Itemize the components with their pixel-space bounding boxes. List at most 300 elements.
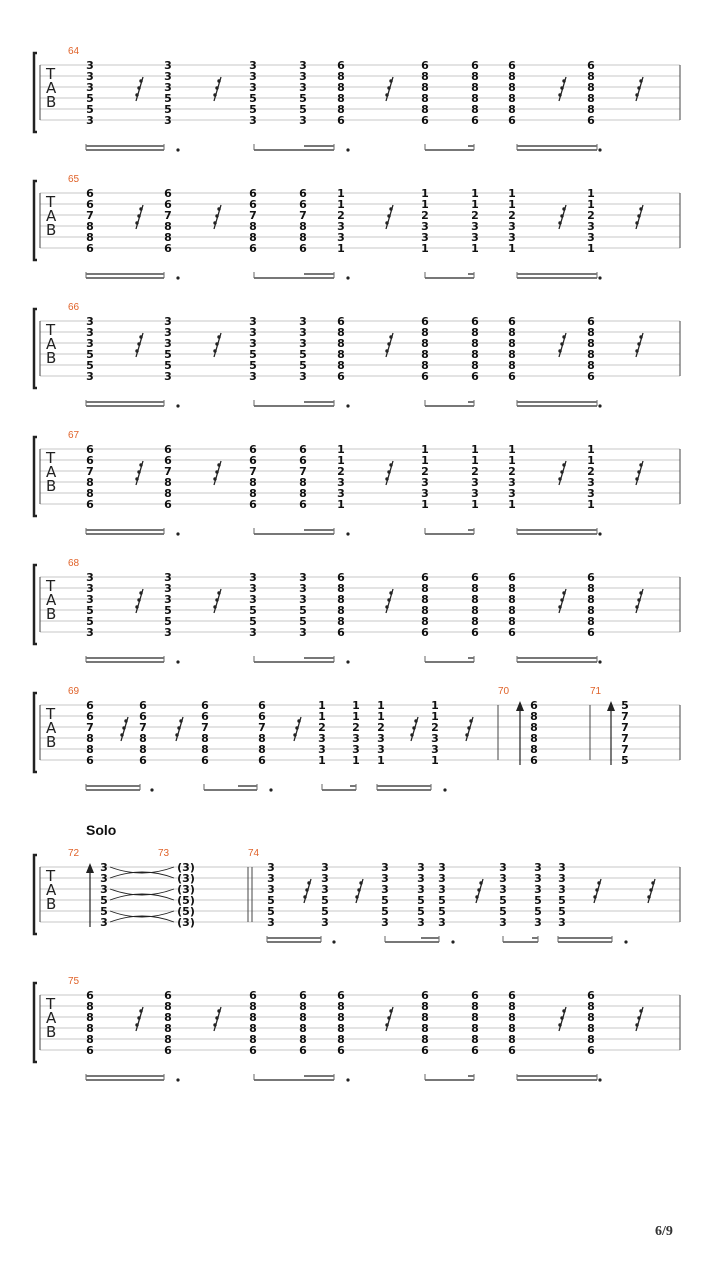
measure-number: 67 (68, 430, 80, 441)
measure-number: 74 (248, 848, 260, 859)
fret-number: 7 (621, 732, 629, 745)
fret-number: 1 (508, 198, 516, 211)
tab-letter-a: A (46, 463, 57, 481)
fret-number: 3 (299, 593, 307, 606)
fret-number: 7 (201, 721, 209, 734)
tab-chord (299, 59, 307, 127)
dot (346, 660, 349, 663)
fret-number: 8 (471, 1022, 479, 1035)
tab-chord (258, 699, 266, 767)
fret-number: (5) (177, 905, 195, 918)
fret-number: 3 (249, 315, 257, 328)
tab-letter-b: B (46, 477, 57, 495)
fret-number: 3 (587, 231, 595, 244)
fret-number: 3 (431, 743, 439, 756)
tab-chord (201, 699, 209, 767)
fret-number: 8 (508, 81, 516, 94)
measure-number: 72 (68, 848, 80, 859)
fret-number: 1 (587, 443, 595, 456)
fret-number: 3 (299, 315, 307, 328)
fret-number: 7 (86, 209, 94, 222)
fret-number: 6 (421, 114, 429, 127)
fret-number: 6 (164, 454, 172, 467)
fret-number: 8 (508, 1000, 516, 1013)
fret-number: 6 (164, 1044, 172, 1057)
fret-number: 2 (377, 721, 385, 734)
page-number: 6/9 (655, 1224, 673, 1239)
fret-number: 3 (417, 861, 425, 874)
fret-number: 6 (139, 699, 147, 712)
fret-number: 3 (377, 743, 385, 756)
fret-number: 3 (558, 872, 566, 885)
tab-chord (86, 315, 94, 383)
fret-number: 3 (267, 883, 275, 896)
fret-number: 8 (587, 1000, 595, 1013)
tab-letter-t: T (46, 193, 56, 211)
fret-number: 3 (421, 231, 429, 244)
fret-number: 6 (587, 989, 595, 1002)
fret-number: 3 (86, 571, 94, 584)
fret-number: 5 (100, 894, 108, 907)
fret-number: 8 (508, 593, 516, 606)
tab-chord (86, 699, 94, 767)
fret-number: 5 (164, 615, 172, 628)
fret-number: 8 (471, 337, 479, 350)
fret-number: 1 (421, 443, 429, 456)
dot (332, 940, 335, 943)
fret-number: 6 (337, 370, 345, 383)
fret-number: 1 (421, 454, 429, 467)
measure-number: 70 (498, 686, 510, 697)
tab-letter-a: A (46, 335, 57, 353)
tab-chord (508, 315, 516, 383)
tab-chord (508, 571, 516, 639)
fret-number: 1 (377, 699, 385, 712)
fret-number: 3 (381, 861, 389, 874)
tab-chord (337, 443, 345, 511)
tab-chord (86, 989, 94, 1057)
fret-number: 6 (471, 989, 479, 1002)
tab-letter-b: B (46, 895, 57, 913)
fret-number: 3 (164, 59, 172, 72)
fret-number: 6 (421, 1044, 429, 1057)
fret-number: 8 (587, 348, 595, 361)
tab-chord (421, 571, 429, 639)
fret-number: 7 (164, 465, 172, 478)
fret-number: 6 (201, 710, 209, 723)
tab-system (34, 686, 680, 792)
fret-number: 8 (471, 348, 479, 361)
fret-number: 1 (337, 198, 345, 211)
fret-number: 6 (86, 443, 94, 456)
fret-number: 3 (299, 582, 307, 595)
fret-number: 8 (471, 70, 479, 83)
fret-number: 8 (249, 1033, 257, 1046)
fret-number: 6 (258, 699, 266, 712)
dot (598, 532, 601, 535)
fret-number: 6 (471, 114, 479, 127)
fret-number: 6 (587, 626, 595, 639)
fret-number: 1 (508, 498, 516, 511)
fret-number: 7 (249, 209, 257, 222)
fret-number: 5 (381, 905, 389, 918)
fret-number: 8 (421, 1022, 429, 1035)
fret-number: 1 (337, 498, 345, 511)
fret-number: 3 (86, 582, 94, 595)
fret-number: 5 (249, 359, 257, 372)
fret-number: 1 (337, 454, 345, 467)
fret-number: 3 (164, 571, 172, 584)
fret-number: 6 (587, 1044, 595, 1057)
fret-number: 7 (139, 721, 147, 734)
fret-number: 3 (164, 114, 172, 127)
fret-number: 3 (100, 916, 108, 929)
fret-number: 8 (508, 70, 516, 83)
fret-number: 6 (587, 59, 595, 72)
fret-number: 8 (337, 326, 345, 339)
fret-number: 6 (508, 315, 516, 328)
fret-number: 6 (508, 1044, 516, 1057)
fret-number: 8 (421, 1011, 429, 1024)
fret-number: 1 (318, 710, 326, 723)
fret-number: 7 (621, 743, 629, 756)
tab-chord (164, 443, 172, 511)
measure-number: 66 (68, 302, 80, 313)
fret-number: 3 (249, 114, 257, 127)
fret-number: 3 (164, 315, 172, 328)
fret-number: 8 (164, 487, 172, 500)
fret-number: 1 (587, 454, 595, 467)
dot (176, 532, 179, 535)
fret-number: 6 (471, 571, 479, 584)
fret-number: 1 (471, 454, 479, 467)
fret-number: 3 (558, 861, 566, 874)
fret-number: 8 (471, 359, 479, 372)
fret-number: 5 (321, 905, 329, 918)
tab-chord (164, 187, 172, 255)
fret-number: 8 (299, 487, 307, 500)
fret-number: 3 (249, 571, 257, 584)
fret-number: 8 (299, 1000, 307, 1013)
fret-number: 7 (164, 209, 172, 222)
fret-number: 6 (421, 989, 429, 1002)
fret-number: 3 (421, 476, 429, 489)
tie-curves (110, 867, 174, 922)
fret-number: 3 (558, 883, 566, 896)
tab-chord (337, 989, 345, 1057)
dot (346, 1078, 349, 1081)
fret-number: 5 (86, 359, 94, 372)
fret-number: 3 (508, 487, 516, 500)
fret-number: 3 (299, 70, 307, 83)
fret-number: 1 (431, 710, 439, 723)
fret-number: 3 (534, 872, 542, 885)
tab-chord (299, 571, 307, 639)
fret-number: 3 (534, 883, 542, 896)
dot (443, 788, 446, 791)
tab-chord (421, 443, 429, 511)
fret-number: 8 (471, 326, 479, 339)
fret-number: 3 (438, 883, 446, 896)
tab-chord (249, 187, 257, 255)
fret-number: 8 (508, 1033, 516, 1046)
fret-number: 3 (377, 732, 385, 745)
fret-number: 1 (377, 754, 385, 767)
fret-number: 3 (417, 916, 425, 929)
fret-number: 7 (258, 721, 266, 734)
tab-chord (139, 699, 147, 767)
fret-number: 8 (587, 615, 595, 628)
fret-number: 5 (381, 894, 389, 907)
fret-number: 3 (267, 916, 275, 929)
fret-number: (3) (177, 872, 195, 885)
fret-number: 8 (249, 231, 257, 244)
fret-number: 3 (381, 872, 389, 885)
fret-number: 8 (249, 476, 257, 489)
fret-number: 3 (471, 487, 479, 500)
tab-chord (534, 861, 542, 929)
fret-number: 8 (421, 615, 429, 628)
tab-letter-t: T (46, 65, 56, 83)
fret-number: 1 (431, 754, 439, 767)
fret-number: 8 (164, 1022, 172, 1035)
fret-number: 6 (249, 498, 257, 511)
fret-number: 5 (438, 905, 446, 918)
tab-chord (421, 187, 429, 255)
fret-number: 6 (201, 754, 209, 767)
fret-number: 6 (508, 114, 516, 127)
fret-number: 8 (421, 81, 429, 94)
fret-number: 5 (534, 905, 542, 918)
tab-chord (86, 571, 94, 639)
fret-number: 6 (530, 754, 538, 767)
fret-number: 6 (86, 699, 94, 712)
tab-chord (86, 59, 94, 127)
fret-number: 1 (431, 699, 439, 712)
tab-chord (337, 59, 345, 127)
tab-letter-b: B (46, 349, 57, 367)
fret-number: 8 (139, 743, 147, 756)
fret-number: 2 (587, 209, 595, 222)
fret-number: 8 (164, 1033, 172, 1046)
fret-number: 6 (299, 198, 307, 211)
fret-number: 5 (299, 359, 307, 372)
fret-number: 5 (267, 905, 275, 918)
fret-number: 8 (164, 476, 172, 489)
fret-number: 6 (421, 626, 429, 639)
tab-chord (587, 443, 595, 511)
fret-number: 8 (337, 103, 345, 116)
fret-number: 1 (421, 198, 429, 211)
fret-number: 2 (318, 721, 326, 734)
fret-number: 8 (587, 337, 595, 350)
fret-number: 3 (86, 59, 94, 72)
fret-number: 1 (508, 454, 516, 467)
fret-number: 3 (299, 59, 307, 72)
fret-number: 3 (587, 476, 595, 489)
fret-number: 6 (337, 114, 345, 127)
tab-chord (471, 571, 479, 639)
fret-number: 2 (421, 209, 429, 222)
fret-number: 8 (337, 604, 345, 617)
fret-number: 3 (471, 231, 479, 244)
fret-number: 6 (421, 315, 429, 328)
fret-number: 8 (471, 1011, 479, 1024)
fret-number: 8 (508, 337, 516, 350)
fret-number: 3 (86, 70, 94, 83)
fret-number: 3 (299, 114, 307, 127)
fret-number: 6 (587, 571, 595, 584)
fret-number: 8 (421, 337, 429, 350)
fret-number: 8 (421, 582, 429, 595)
tab-chord (318, 699, 326, 767)
fret-number: 1 (471, 443, 479, 456)
fret-number: 8 (299, 231, 307, 244)
tab-letter-a: A (46, 591, 57, 609)
fret-number: 3 (249, 337, 257, 350)
fret-number: 6 (471, 626, 479, 639)
fret-number: 8 (337, 582, 345, 595)
fret-number: 6 (471, 1044, 479, 1057)
fret-number: 6 (337, 59, 345, 72)
fret-number: 6 (587, 370, 595, 383)
fret-number: 3 (381, 916, 389, 929)
tab-chord (164, 59, 172, 127)
fret-number: 5 (499, 905, 507, 918)
tab-system (34, 976, 680, 1082)
fret-number: 8 (299, 1022, 307, 1035)
dot (176, 276, 179, 279)
fret-number: 1 (587, 198, 595, 211)
tab-chord (421, 989, 429, 1057)
fret-number: 6 (508, 370, 516, 383)
fret-number: 8 (471, 103, 479, 116)
fret-number: 6 (299, 242, 307, 255)
fret-number: 8 (299, 476, 307, 489)
fret-number: 3 (86, 626, 94, 639)
fret-number: 2 (471, 465, 479, 478)
fret-number: 8 (201, 732, 209, 745)
fret-number: 1 (421, 242, 429, 255)
fret-number: 8 (471, 1000, 479, 1013)
fret-number: 6 (508, 626, 516, 639)
fret-number: 6 (337, 626, 345, 639)
tab-chord (431, 699, 439, 767)
fret-number: 5 (164, 103, 172, 116)
dot (598, 660, 601, 663)
fret-number: 6 (164, 498, 172, 511)
fret-number: 3 (100, 883, 108, 896)
fret-number: 6 (164, 989, 172, 1002)
fret-number: 8 (86, 1022, 94, 1035)
fret-number: 5 (86, 604, 94, 617)
tab-chord (438, 861, 446, 929)
tab-chord (621, 699, 629, 767)
tab-chord (86, 443, 94, 511)
fret-number: 8 (530, 710, 538, 723)
tab-chord (352, 699, 360, 767)
fret-number: 8 (421, 70, 429, 83)
fret-number: 8 (249, 487, 257, 500)
tab-letter-a: A (46, 79, 57, 97)
tab-letter-a: A (46, 1009, 57, 1027)
fret-number: 8 (421, 604, 429, 617)
fret-number: 8 (86, 743, 94, 756)
fret-number: 5 (499, 894, 507, 907)
fret-number: 6 (249, 454, 257, 467)
dot (346, 404, 349, 407)
fret-number: 6 (299, 443, 307, 456)
fret-number: 8 (587, 359, 595, 372)
fret-number: 5 (417, 905, 425, 918)
fret-number: 3 (249, 59, 257, 72)
fret-number: 1 (377, 710, 385, 723)
fret-number: 8 (421, 593, 429, 606)
tab-chord (499, 861, 507, 929)
fret-number: 3 (499, 872, 507, 885)
fret-number: 3 (249, 326, 257, 339)
tab-letter-b: B (46, 1023, 57, 1041)
fret-number: 3 (587, 220, 595, 233)
fret-number: 1 (587, 498, 595, 511)
tab-system (34, 302, 680, 408)
fret-number: 6 (337, 1044, 345, 1057)
fret-number: 1 (508, 242, 516, 255)
fret-number: 7 (86, 465, 94, 478)
fret-number: 3 (249, 370, 257, 383)
fret-number: 3 (417, 872, 425, 885)
fret-number: 8 (421, 326, 429, 339)
fret-number: 2 (337, 209, 345, 222)
fret-number: 8 (164, 220, 172, 233)
measure-number: 69 (68, 686, 80, 697)
tab-letter-b: B (46, 605, 57, 623)
fret-number: 6 (86, 198, 94, 211)
fret-number: 8 (587, 326, 595, 339)
fret-number: 3 (508, 220, 516, 233)
fret-number: 3 (299, 370, 307, 383)
tab-system (34, 558, 680, 664)
tab-letter-a: A (46, 719, 57, 737)
fret-number: 3 (164, 326, 172, 339)
dot (598, 276, 601, 279)
fret-number: 8 (471, 1033, 479, 1046)
tab-chord (587, 315, 595, 383)
fret-number: 8 (508, 615, 516, 628)
fret-number: 2 (421, 465, 429, 478)
fret-number: 3 (267, 872, 275, 885)
fret-number: 8 (508, 92, 516, 105)
fret-number: 8 (164, 1011, 172, 1024)
fret-number: 8 (86, 1033, 94, 1046)
fret-number: 3 (86, 81, 94, 94)
fret-number: 3 (471, 220, 479, 233)
fret-number: 6 (201, 699, 209, 712)
tab-chord (299, 443, 307, 511)
fret-number: 6 (249, 198, 257, 211)
fret-number: 6 (86, 1044, 94, 1057)
fret-number: 6 (508, 989, 516, 1002)
fret-number: 3 (321, 861, 329, 874)
fret-number: 3 (249, 81, 257, 94)
fret-number: 6 (164, 443, 172, 456)
fret-number: 6 (249, 443, 257, 456)
tab-chord (164, 571, 172, 639)
fret-number: 1 (471, 498, 479, 511)
fret-number: 8 (508, 604, 516, 617)
fret-number: 8 (530, 743, 538, 756)
fret-number: 8 (471, 615, 479, 628)
